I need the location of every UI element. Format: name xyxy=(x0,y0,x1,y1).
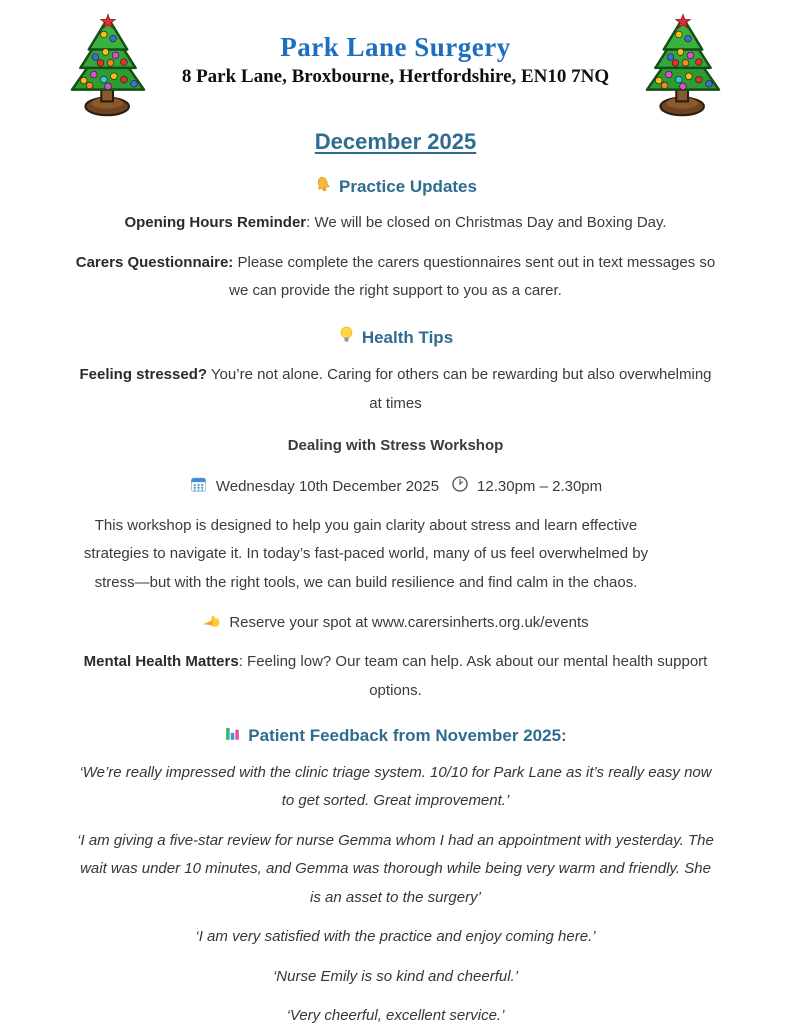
carers-questionnaire-label: Carers Questionnaire: xyxy=(75,253,234,271)
opening-hours-line xyxy=(74,209,718,238)
feeling-stressed-text: You’re not alone. Caring for others can be rewarding but also overwhelming at times xyxy=(207,366,712,412)
section-title: Health Tips xyxy=(361,327,454,347)
workshop-datetime-row xyxy=(74,475,718,498)
feeling-stressed-line xyxy=(74,361,718,418)
patient-quote: ‘I am very satisfied with the practice and enjoy coming here.’ xyxy=(195,928,596,946)
section-heading-practice-updates xyxy=(74,175,718,198)
mental-health-label: Mental Health Matters xyxy=(83,653,239,671)
workshop-description: This workshop is designed to help you gain clarity about stress and learn effective strategies to navigate it. In today’s fast-paced world, many of us feel overwhelmed by stress—but with the right tools, we can build resilience and find calm in the chaos. xyxy=(83,516,649,591)
mental-health-line xyxy=(74,648,718,705)
newsletter-body xyxy=(74,175,718,1024)
patient-quote: ‘We’re really impressed with the clinic triage system. 10/10 for Park Lane as it’s really easy now to get sorted. Great improvement.’ xyxy=(79,763,712,810)
clock-icon xyxy=(451,475,469,497)
opening-hours-label: Opening Hours Reminder xyxy=(124,214,307,232)
workshop-date: Wednesday 10th December 2025 xyxy=(215,477,440,495)
patient-quote: ‘Nurse Emily is so kind and cheerful.’ xyxy=(272,967,519,985)
newsletter-header xyxy=(0,0,791,123)
carers-questionnaire-line xyxy=(74,249,718,306)
section-heading-health-tips xyxy=(74,326,718,350)
page-title: Park Lane Surgery xyxy=(280,32,511,62)
feeling-stressed-label: Feeling stressed? xyxy=(79,366,208,384)
section-title: Patient Feedback from November 2025: xyxy=(248,726,567,746)
christmas-tree-icon xyxy=(62,12,154,123)
workshop-time: 12.30pm – 2.30pm xyxy=(477,477,603,495)
reserve-spot-text: Reserve your spot at www.carersinherts.org.uk/events xyxy=(229,614,589,632)
carers-questionnaire-text: Please complete the carers questionnaires sent out in text messages so we can provide the right support to you as a carer. xyxy=(229,253,716,300)
pointing-hand-icon xyxy=(202,611,221,634)
mental-health-text: : Feeling low? Our team can help. Ask about our mental health support options. xyxy=(238,653,708,699)
workshop-title: Dealing with Stress Workshop xyxy=(287,437,504,455)
bar-chart-icon xyxy=(224,725,241,747)
reserve-spot-row xyxy=(74,611,718,634)
surgery-address: 8 Park Lane, Broxbourne, Hertfordshire, EN10 7NQ xyxy=(181,66,610,88)
opening-hours-text: : We will be closed on Christmas Day and Boxing Day. xyxy=(306,214,667,232)
christmas-tree-icon xyxy=(637,12,729,123)
bell-icon xyxy=(314,175,332,198)
patient-quote: ‘Very cheerful, excellent service.’ xyxy=(286,1007,505,1024)
section-title: Practice Updates xyxy=(339,176,477,196)
section-heading-patient-feedback xyxy=(74,725,718,747)
header-text-block xyxy=(154,12,637,88)
patient-quote: ‘I am giving a five-star review for nurse Gemma whom I had an appointment with yesterday. The wait was under 10 minutes, and Gemma was thorough while being very warm and friendly. She is an asset to the surgery’ xyxy=(77,831,714,906)
calendar-icon xyxy=(189,475,208,498)
lightbulb-icon xyxy=(338,326,355,350)
newsletter-month: December 2025 xyxy=(314,129,477,154)
